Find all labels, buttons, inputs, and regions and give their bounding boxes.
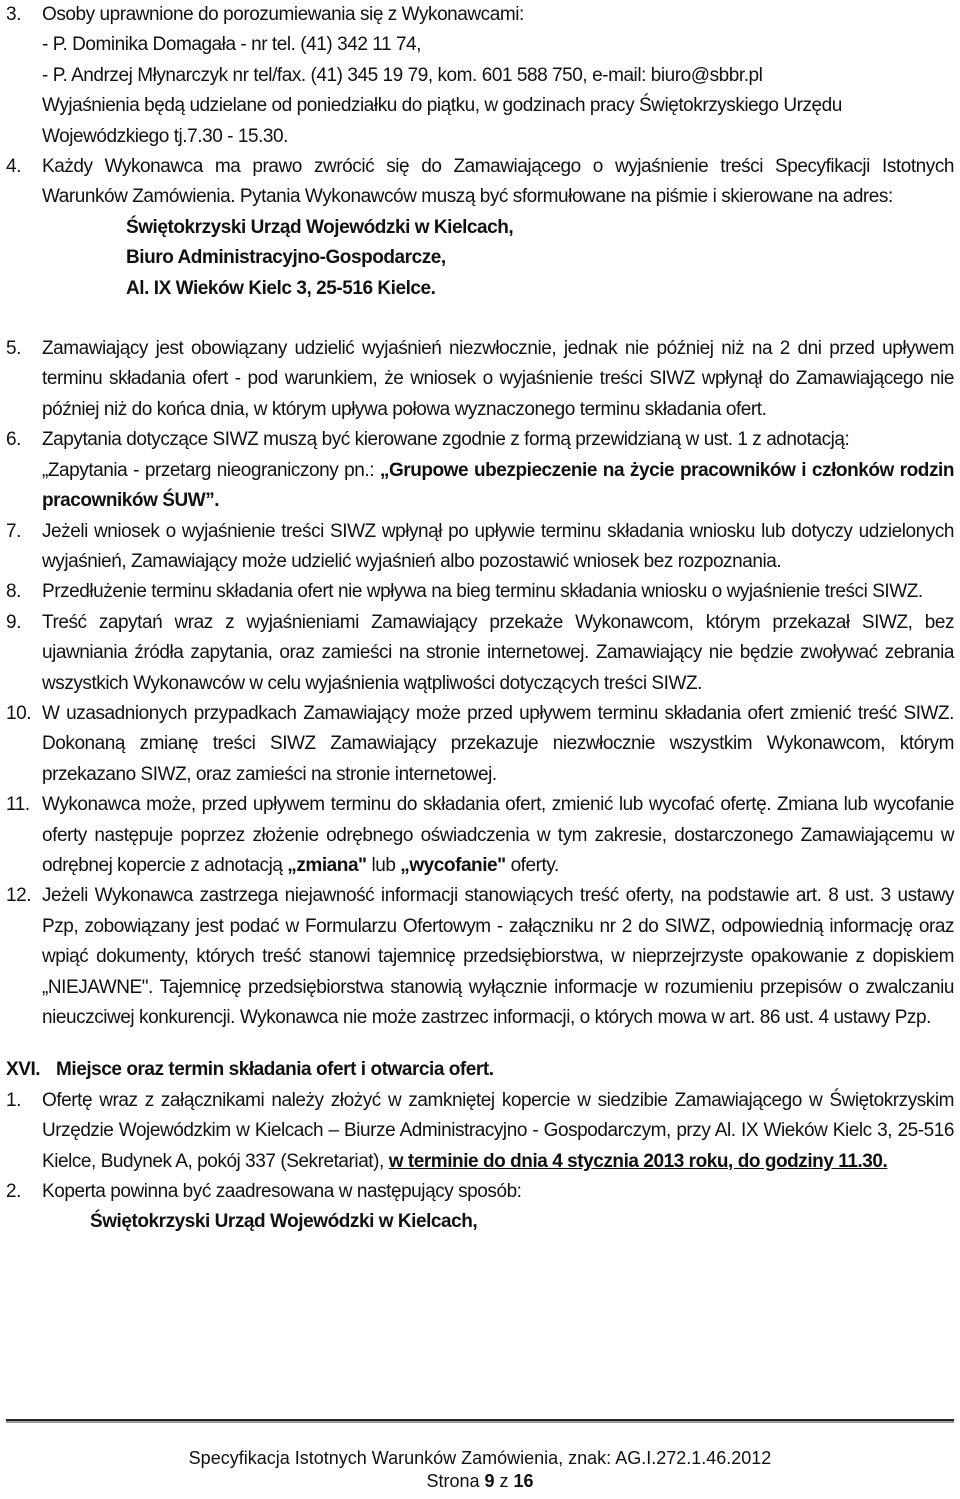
item-number: 8.: [6, 581, 21, 603]
annotation-label: „Zapytania - przetarg nieograniczony pn.:: [42, 459, 380, 481]
item-text: Każdy Wykonawca ma prawo zwrócić się do Zamawiającego o wyjaśnienie treści Specyfikacji Istotnych Warunków Zamówienia. Pytania Wykonawców muszą być sformułowane na piśmie i skierowane na adres:: [42, 156, 954, 208]
item-number: 1.: [6, 1089, 21, 1111]
hours-line: Wojewódzkiego tj.7.30 - 15.30.: [42, 125, 288, 147]
item-text: [42, 1086, 954, 1177]
item-number: 4.: [6, 156, 21, 178]
item-number: 11.: [6, 794, 30, 816]
tender-name: „Grupowe ubezpieczenie na życie pracowników i członków rodzin pracowników ŚUW”.: [42, 459, 954, 512]
current-page: 9: [484, 1471, 495, 1491]
contact-line: - P. Andrzej Młynarczyk nr tel/fax. (41) 345 19 79, kom. 601 588 750, e-mail: biuro@sbbr.pl: [42, 64, 763, 86]
section-heading: [6, 1055, 954, 1085]
list-item-11: [6, 790, 954, 881]
total-pages: 16: [513, 1471, 534, 1491]
section-number: XVI.: [6, 1059, 41, 1081]
item-text: Treść zapytań wraz z wyjaśnieniami Zamawiający przekaże Wykonawcom, którym przekazał SIWZ, bez ujawniania źródła zapytania, oraz zamieści na stronie internetowej. Zamawiający nie będzie zwoływać zebrania wszystkich Wykonawców w celu wyjaśnienia wątpliwości dotyczących treści SIWZ.: [42, 611, 954, 694]
item-text: [42, 456, 954, 517]
item-number: 12.: [6, 885, 32, 907]
footer-divider: [6, 1419, 954, 1421]
list-item-10: [6, 699, 954, 790]
page-separator: z: [494, 1471, 514, 1491]
item-text: Zapytania dotyczące SIWZ muszą być kierowane zgodnie z formą przewidzianą w ust. 1 z adnotacją:: [42, 429, 850, 451]
item-text-part: Wykonawca może, przed upływem terminu do składania ofert, zmienić lub wycofać ofertę. Zmiana lub wycofanie oferty następuje poprzez złożenie odrębnego oświadczenia w tym zakresie, dostarczonego Zamawiającemu w odrębnej kopercie z adnotacją: [42, 794, 954, 876]
item-text: Zamawiający jest obowiązany udzielić wyjaśnień niezwłocznie, jednak nie później niż na 2 dni przed upływem terminu składania ofert - pod warunkiem, że wniosek o wyjaśnienie treści SIWZ wpłynął do Zamawiającego nie później niż do końca dnia, w którym upływa połowa wyznaczonego terminu składania ofert.: [42, 338, 954, 420]
item-text-part: oferty.: [505, 854, 559, 876]
section-title: Miejsce oraz termin składania ofert i otwarcia ofert.: [56, 1059, 494, 1081]
item-number: 2.: [6, 1181, 21, 1203]
hours-line: Wyjaśnienia będą udzielane od poniedziałku do piątku, w godzinach pracy Świętokrzyskiego Urzędu: [42, 95, 842, 117]
item-text: [42, 790, 954, 881]
item-text: Jeżeli Wykonawca zastrzega niejawność informacji stanowiących treść oferty, na podstawie art. 8 ust. 3 ustawy Pzp, zobowiązany jest podać w Formularzu Ofertowym - załączniku nr 2 do SIWZ, odpowiednią informację oraz wpiąć dokumenty, których treść stanowi tajemnicę przedsiębiorstwa, w nieprzejrzyste opakowanie z dopiskiem „NIEJAWNE". Tajemnicę przedsiębiorstwa stanowią wyłącznie informacje w rozumieniu przepisów o zwalczaniu nieuczciwej konkurencji. Wykonawca nie może zastrzec informacji, o których mowa w art. 86 ust. 4 ustawy Pzp.: [42, 885, 954, 1028]
contact-line: - P. Dominika Domagała - nr tel. (41) 342 11 74,: [42, 34, 422, 56]
annotation-zmiana: „zmiana": [287, 854, 367, 876]
item-number: 7.: [6, 520, 21, 542]
list-item-5: [6, 334, 954, 425]
item-number: 5.: [6, 338, 21, 360]
address-line: Biuro Administracyjno-Gospodarcze,: [126, 247, 446, 269]
item-text: Koperta powinna być zaadresowana w następujący sposób:: [42, 1181, 522, 1203]
list-item-6: [6, 425, 954, 516]
spacer: [6, 1033, 954, 1055]
item-text-part: lub: [366, 854, 401, 876]
section-item-2: [6, 1177, 954, 1238]
list-item-3: [6, 0, 954, 152]
list-item-12: [6, 881, 954, 1033]
address-line: Świętokrzyski Urząd Wojewódzki w Kielcach,: [90, 1211, 478, 1233]
item-number: 10.: [6, 702, 32, 724]
item-number: 9.: [6, 611, 21, 633]
document-body: [6, 0, 954, 1238]
item-text: Przedłużenie terminu składania ofert nie wpływa na bieg terminu składania wniosku o wyjaśnienie treści SIWZ.: [42, 581, 923, 603]
spacer: [6, 304, 954, 334]
address-line: Świętokrzyski Urząd Wojewódzki w Kielcach,: [126, 216, 514, 238]
contact-heading: Osoby uprawnione do porozumiewania się z Wykonawcami:: [42, 4, 524, 25]
list-item-9: [6, 608, 954, 699]
footer-spec-title: Specyfikacja Istotnych Warunków Zamówienia, znak: AG.I.272.1.46.2012: [188, 1448, 772, 1468]
item-text: Jeżeli wniosek o wyjaśnienie treści SIWZ wpłynął po upływie terminu składania wniosku lub dotyczy udzielonych wyjaśnień, Zamawiający może udzielić wyjaśnień albo pozostawić wniosek bez rozpoznania.: [42, 520, 954, 572]
page-label: Strona: [426, 1471, 485, 1491]
item-number: 6.: [6, 429, 21, 451]
item-number: 3.: [6, 4, 21, 25]
footer-page-number: [0, 1471, 960, 1492]
list-item-8: [6, 577, 954, 607]
section-item-1: [6, 1086, 954, 1177]
item-text-part: Ofertę wraz z załącznikami należy złożyć w zamkniętej kopercie w siedzibie Zamawiającego w Świętokrzyskim Urzędzie Wojewódzkim w Kielcach – Biurze Administracyjno - Gospodarczym, przy Al. IX Wieków Kielc 3, 25-516 Kielce, Budynek A, pokój 337 (Sekretariat),: [42, 1089, 954, 1172]
list-item-4: [6, 152, 954, 304]
list-item-7: [6, 517, 954, 578]
deadline-text: w terminie do dnia 4 stycznia 2013 roku, do godziny 11.30.: [388, 1150, 888, 1172]
annotation-wycofanie: „wycofanie": [400, 854, 506, 876]
item-text: W uzasadnionych przypadkach Zamawiający może przed upływem terminu składania ofert zmienić treść SIWZ. Dokonaną zmianę treści SIWZ Zamawiający przekazuje niezwłocznie wszystkim Wykonawcom, którym przekazano SIWZ, oraz zamieści na stronie internetowej.: [42, 702, 954, 785]
address-line: Al. IX Wieków Kielc 3, 25-516 Kielce.: [126, 277, 436, 299]
